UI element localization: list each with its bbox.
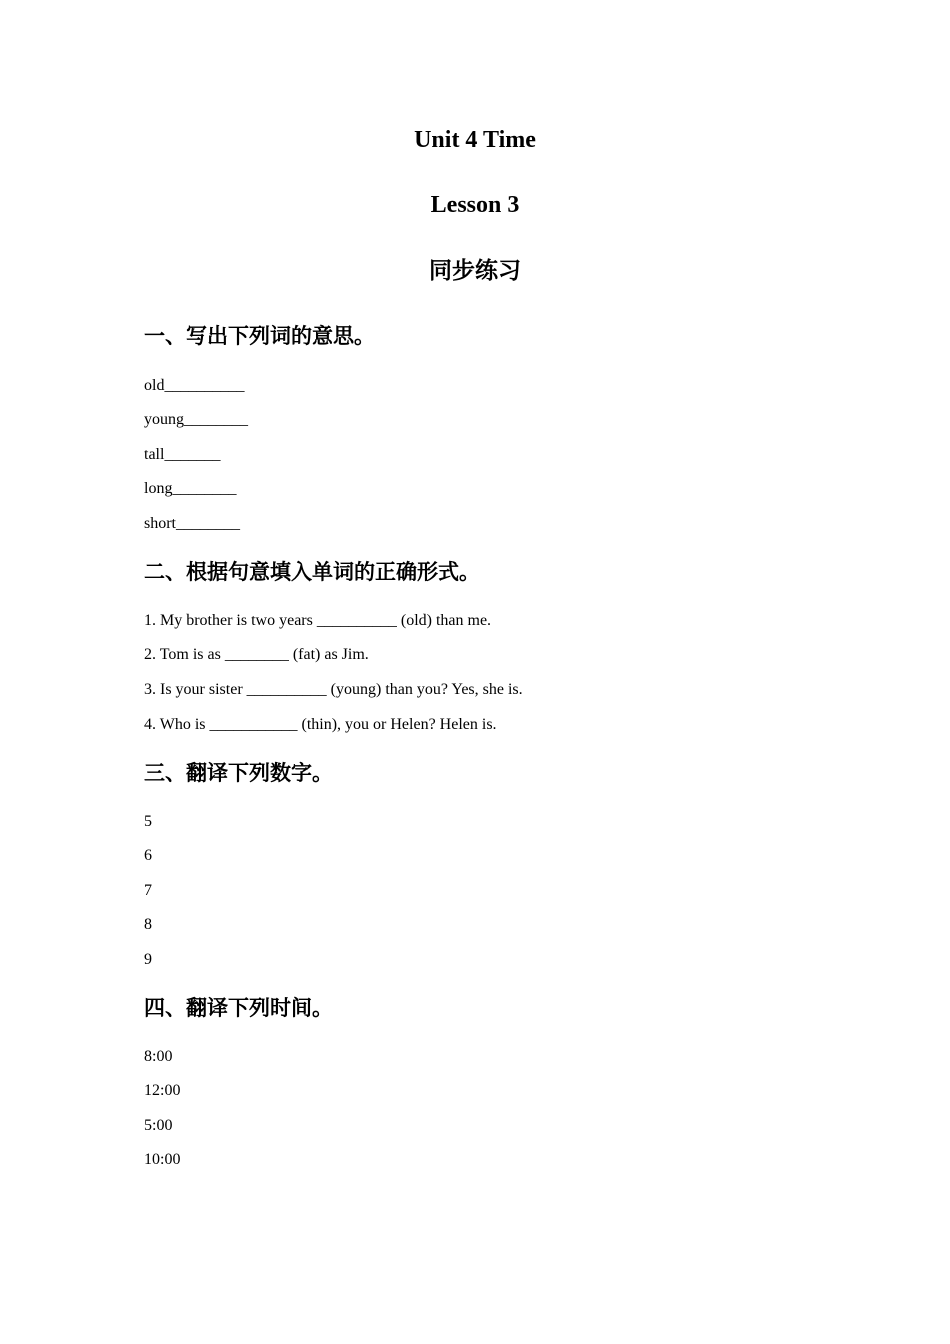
lesson-title: Lesson 3 xyxy=(430,192,520,218)
section-3-item: 6 xyxy=(144,847,152,864)
section-3-item: 5 xyxy=(144,813,152,830)
section-3-heading: 三、翻译下列数字。 xyxy=(144,761,333,785)
section-1-heading: 一、写出下列词的意思。 xyxy=(144,324,375,348)
section-4-item: 5:00 xyxy=(144,1117,173,1134)
section-4-heading: 四、翻译下列时间。 xyxy=(144,996,333,1020)
practice-title: 同步练习 xyxy=(429,258,521,284)
section-3-item: 8 xyxy=(144,916,152,933)
section-1-item: old__________ xyxy=(144,377,245,394)
section-1-item: long________ xyxy=(144,480,237,497)
section-2-item: 3. Is your sister __________ (young) than you? Yes, she is. xyxy=(144,681,523,698)
section-1-item: short________ xyxy=(144,515,240,532)
section-2-item: 1. My brother is two years __________ (old) than me. xyxy=(144,612,492,629)
section-3-item: 9 xyxy=(144,951,152,968)
unit-title: Unit 4 Time xyxy=(414,127,536,153)
section-1-item: tall_______ xyxy=(144,446,221,463)
section-2-item: 4. Who is ___________ (thin), you or Helen? Helen is. xyxy=(144,716,497,733)
section-2-heading: 二、根据句意填入单词的正确形式。 xyxy=(144,560,480,584)
section-4-item: 12:00 xyxy=(144,1082,181,1099)
section-4-item: 10:00 xyxy=(144,1151,181,1168)
section-1-item: young________ xyxy=(144,411,248,428)
section-3-item: 7 xyxy=(144,882,152,899)
section-2-item: 2. Tom is as ________ (fat) as Jim. xyxy=(144,646,369,663)
section-4-item: 8:00 xyxy=(144,1048,173,1065)
